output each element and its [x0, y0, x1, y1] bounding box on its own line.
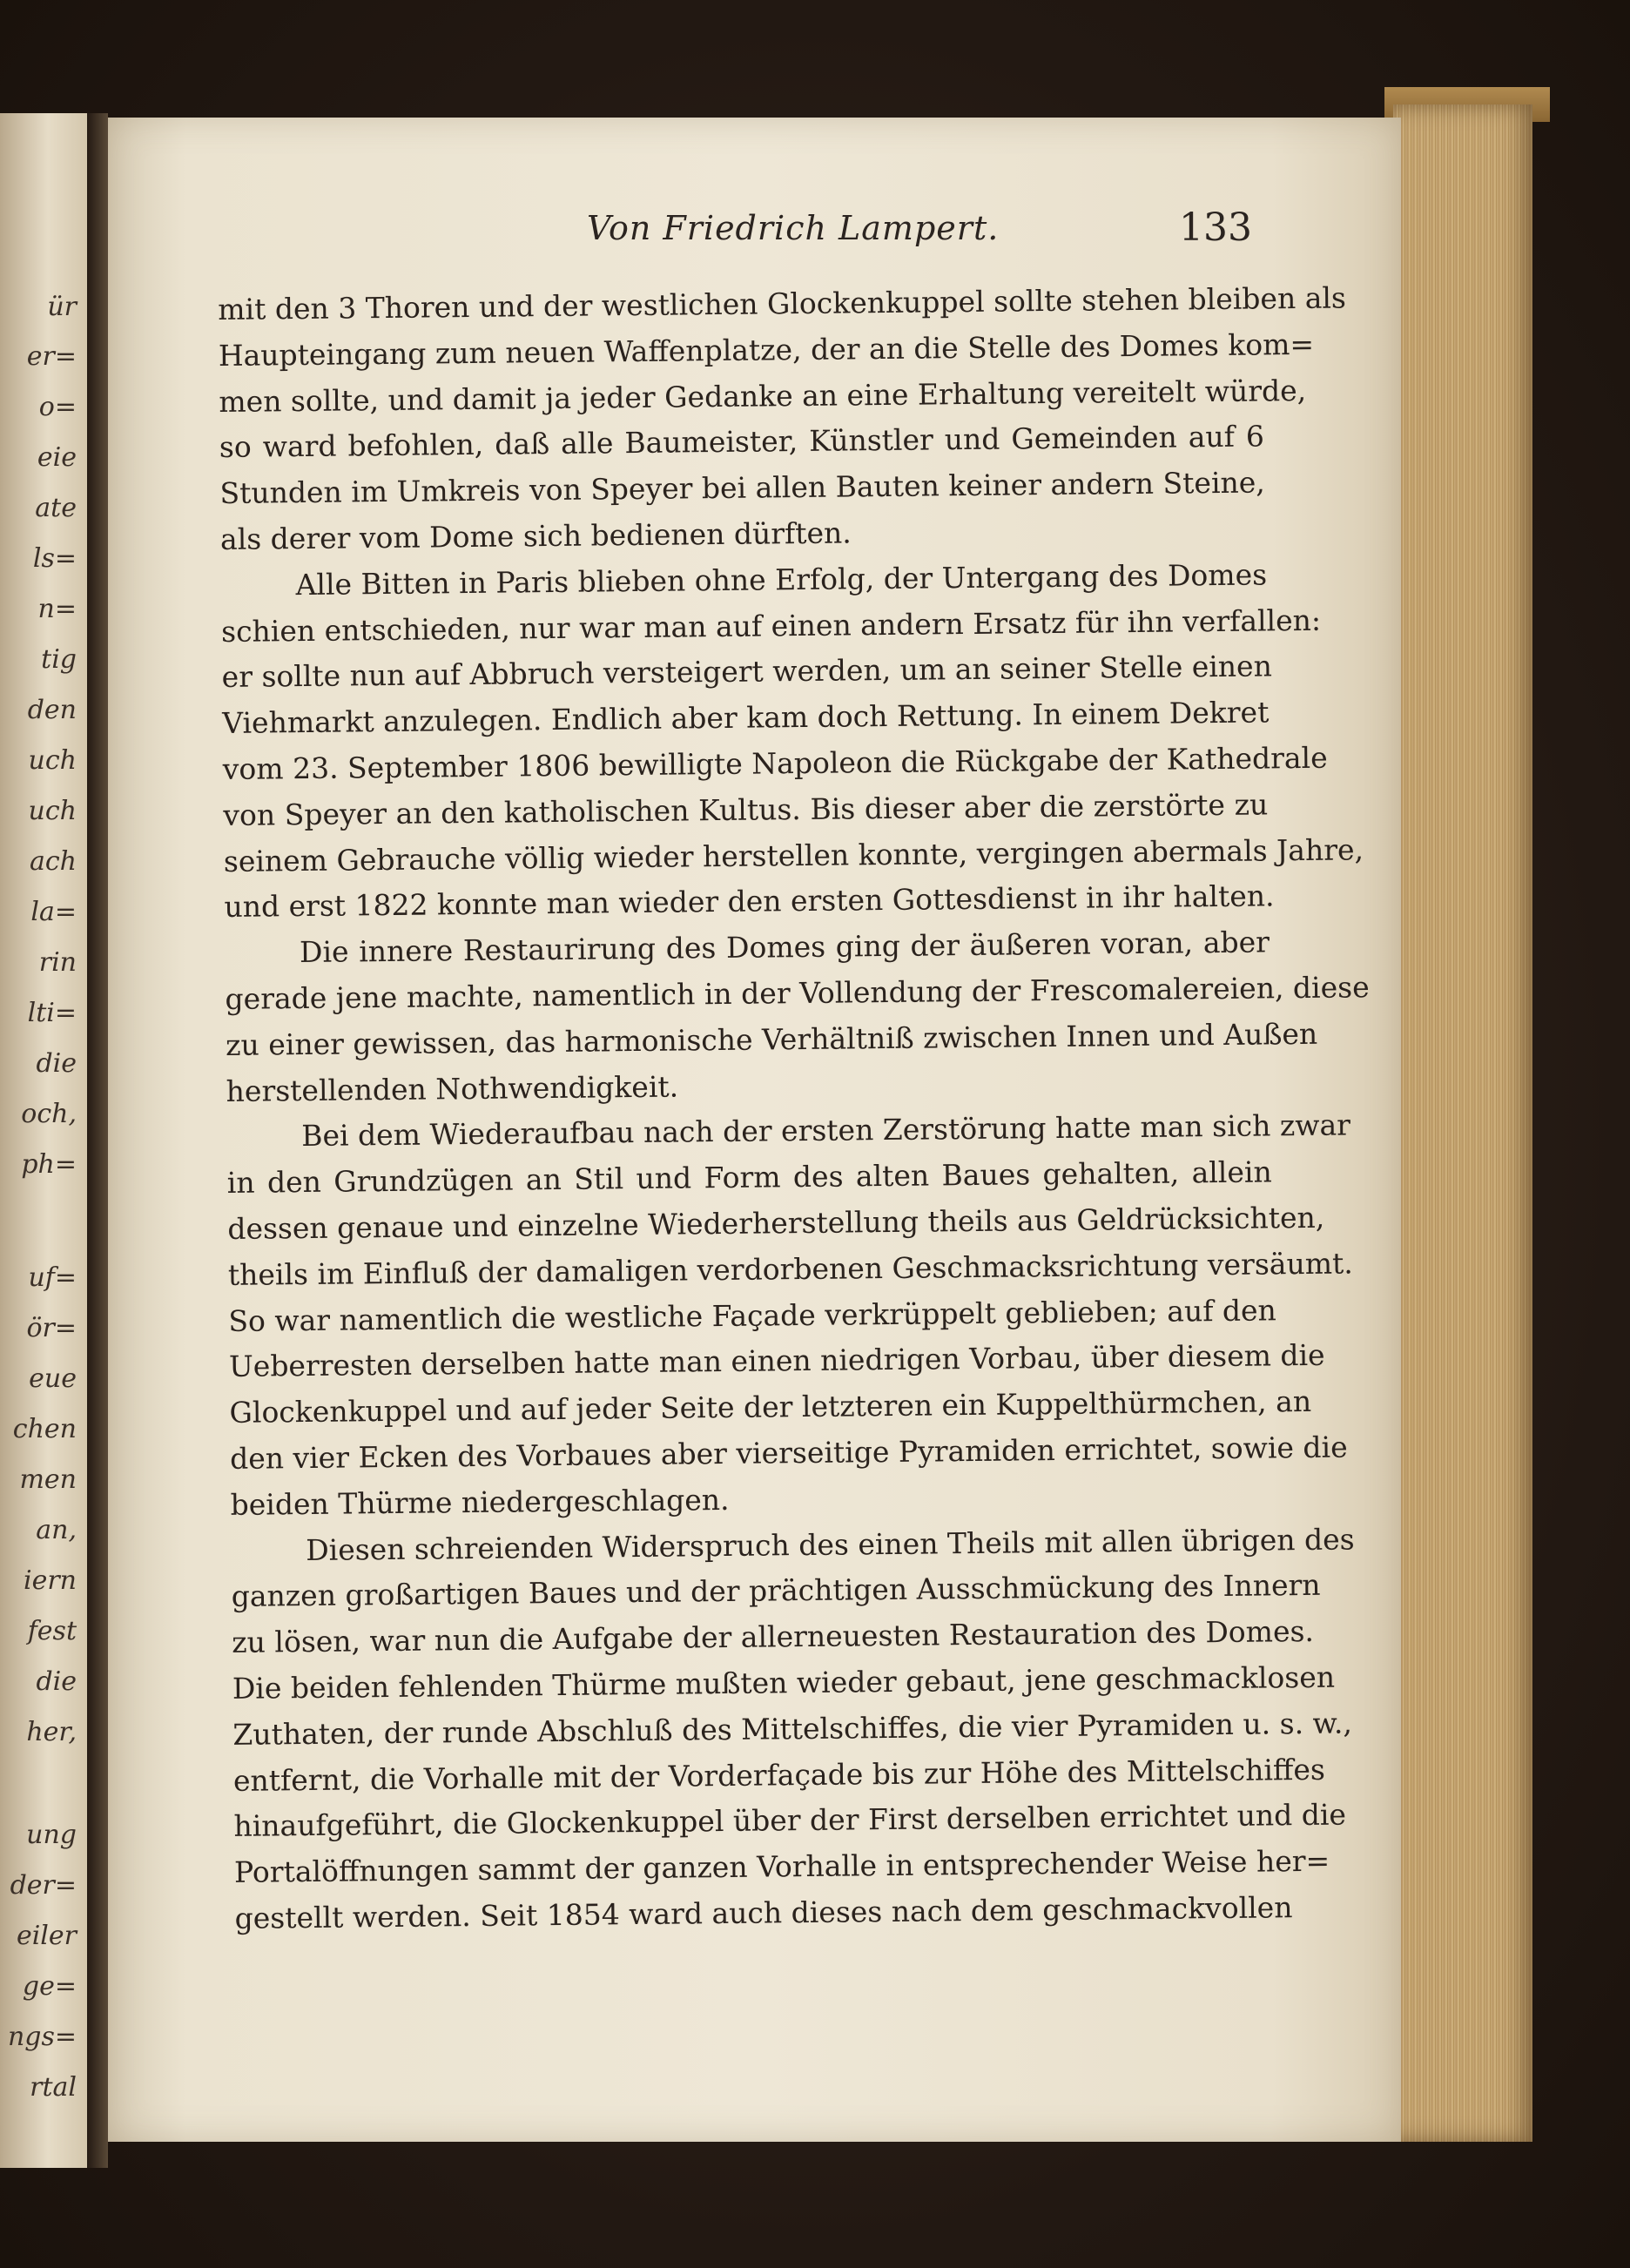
text-line: und erst 1822 konnte man wieder den ersten Gottesdienst in ihr halten. [224, 878, 1275, 925]
paragraph-2 [220, 552, 1364, 931]
text-line: beiden Thürme niedergeschlagen. [230, 1482, 730, 1522]
left-page-fragment: lti= [27, 998, 77, 1028]
text-line: als derer vom Dome sich bedienen dürften. [219, 515, 852, 556]
left-page-fragment: och, [21, 1099, 77, 1129]
paragraph-3 [225, 920, 1370, 1115]
text-line: Bei dem Wiederaufbau nach der ersten Zerstörung hatte man sich zwar [301, 1107, 1351, 1154]
text-line: Portalöffnungen sammt der ganzen Vorhalle in entsprechender Weise her= [233, 1843, 1330, 1889]
text-line: Ueberresten derselben hatte man einen niedrigen Vorbau, über diesem die [228, 1338, 1325, 1384]
body-text [218, 276, 1370, 1942]
text-line: Die innere Restaurirung des Domes ging der äußeren voran, aber [299, 925, 1270, 970]
text-line: ganzen großartigen Baues und der prächtigen Ausschmückung des Innern [231, 1568, 1321, 1614]
left-page-fragment: ür [47, 292, 77, 322]
text-line: men sollte, und damit ja jeder Gedanke an eine Erhaltung vereitelt würde, [219, 373, 1307, 419]
page-header [108, 205, 1401, 261]
text-line: Haupteingang zum neuen Waffenplatze, der an die Stelle des Domes kom= [218, 326, 1315, 373]
text-line: in den Grundzügen an Stil und Form des alten Baues gehalten, allein [226, 1154, 1272, 1201]
left-page-fragment: iern [23, 1565, 77, 1596]
page-number: 133 [1179, 205, 1252, 250]
left-page-fragment: fest [27, 1616, 77, 1646]
left-page-edge [0, 113, 89, 2168]
left-page-fragment: der= [10, 1870, 77, 1901]
page-fore-edge [1393, 104, 1532, 2142]
paragraph-1 [218, 276, 1347, 562]
text-line: vom 23. September 1806 bewilligte Napoleon die Rückgabe der Kathedrale [222, 740, 1328, 786]
text-line: hinaufgeführt, die Glockenkuppel über der First derselben errichtet und die [233, 1797, 1347, 1844]
left-page-fragment: tig [41, 644, 77, 675]
left-page-fragment: men [19, 1464, 77, 1495]
left-page-fragment: ate [35, 493, 77, 523]
left-page-fragment: eue [29, 1363, 77, 1394]
left-page-fragment: den [27, 695, 77, 725]
text-line: Stunden im Umkreis von Speyer bei allen Bauten keiner andern Steine, [219, 465, 1265, 511]
left-page-fragment: er= [26, 341, 77, 372]
left-page-fragment: uch [28, 745, 77, 776]
left-page-fragment: die [36, 1666, 77, 1697]
left-page-fragment: ph= [21, 1149, 77, 1180]
text-line: mit den 3 Thoren und der westlichen Glockenkuppel sollte stehen bleiben als [218, 280, 1347, 326]
text-line: theils im Einfluß der damaligen verdorbenen Geschmacksrichtung versäumt. [227, 1246, 1353, 1292]
text-line: Diesen schreienden Widerspruch des einen Theils mit allen übrigen des [305, 1521, 1355, 1567]
text-line: gerade jene machte, namentlich in der Vollendung der Frescomalereien, diese [225, 970, 1370, 1016]
left-page-fragment: uf= [28, 1262, 77, 1293]
left-page-fragment: ach [29, 846, 77, 877]
text-line: zu lösen, war nun die Aufgabe der allerneuesten Restauration des Domes. [232, 1614, 1315, 1660]
left-page-fragment: rtal [30, 2072, 77, 2103]
text-line: Glockenkuppel und auf jeder Seite der letzteren ein Kuppelthürmchen, an [229, 1384, 1312, 1430]
text-line: herstellenden Nothwendigkeit. [226, 1069, 679, 1108]
left-page-fragment: eiler [16, 1921, 77, 1951]
text-line: schien entschieden, nur war man auf einen andern Ersatz für ihn verfallen: [220, 602, 1322, 649]
paragraph-5 [231, 1518, 1355, 1942]
text-line: von Speyer an den katholischen Kultus. Bis dieser aber die zerstörte zu [223, 787, 1269, 832]
left-page-fragment: ung [26, 1820, 77, 1850]
left-page-fragment: la= [30, 897, 77, 927]
left-page-fragment: ör= [26, 1313, 77, 1343]
text-line: Die beiden fehlenden Thürme mußten wieder gebaut, jene geschmacklosen [232, 1659, 1336, 1706]
text-line: so ward befohlen, daß alle Baumeister, Künstler und Gemeinden auf 6 [219, 419, 1265, 465]
text-line: So war namentlich die westliche Façade verkrüppelt geblieben; auf den [228, 1292, 1277, 1338]
text-line: seinem Gebrauche völlig wieder herstellen konnte, vergingen abermals Jahre, [223, 831, 1364, 878]
left-page-fragment: die [36, 1048, 77, 1079]
text-line: er sollte nun auf Abbruch versteigert werden, um an seiner Stelle einen [221, 649, 1273, 695]
left-page-fragment: n= [37, 594, 77, 624]
running-head: Von Friedrich Lampert. [587, 209, 1000, 247]
left-page-fragment: eie [37, 442, 77, 473]
paragraph-4 [226, 1104, 1353, 1529]
left-page-fragment: ls= [32, 543, 77, 574]
text-line: Zuthaten, der runde Abschluß des Mittelschiffes, die vier Pyramiden u. s. w., [232, 1706, 1353, 1752]
book-gutter [87, 113, 108, 2168]
left-page-fragment: chen [12, 1414, 77, 1444]
text-line: dessen genaue und einzelne Wiederherstellung theils aus Geldrücksichten, [227, 1200, 1325, 1246]
text-line: den vier Ecken des Vorbaues aber vierseitige Pyramiden errichtet, sowie die [229, 1430, 1348, 1476]
left-page-fragment: ge= [22, 1971, 77, 2002]
left-page-fragment: an, [36, 1515, 77, 1545]
left-page-fragment: ngs= [7, 2022, 77, 2052]
text-line: gestellt werden. Seit 1854 ward auch dieses nach dem geschmackvollen [234, 1890, 1293, 1935]
text-line: Viehmarkt anzulegen. Endlich aber kam doch Rettung. In einem Dekret [222, 695, 1270, 741]
left-page-fragment: her, [26, 1717, 77, 1747]
left-page-fragment: rin [38, 947, 77, 978]
text-line: Alle Bitten in Paris blieben ohne Erfolg, der Untergang des Domes [295, 557, 1268, 602]
left-page-fragment: uch [28, 796, 77, 826]
text-line: zu einer gewissen, das harmonische Verhältniß zwischen Innen und Außen [225, 1016, 1318, 1062]
left-page-fragment: o= [38, 392, 77, 422]
text-line: entfernt, die Vorhalle mit der Vorderfaçade bis zur Höhe des Mittelschiffes [232, 1752, 1326, 1798]
